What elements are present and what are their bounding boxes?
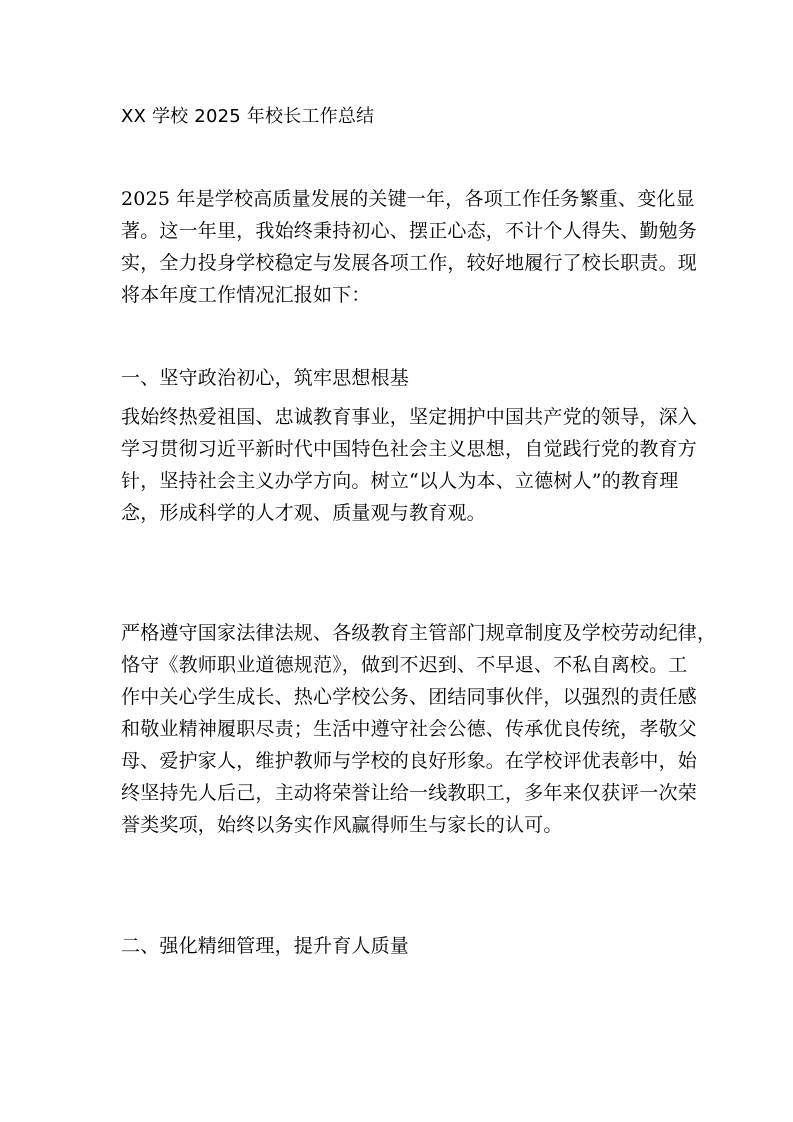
section1-p2-line-4: 和敬业精神履职尽责；生活中遵守社会公德、传承优良传统，孝敬父: [121, 718, 698, 740]
section1-heading: 一、坚守政治初心，筑牢思想根基: [121, 367, 410, 389]
section1-p2-line-7: 誉类奖项，始终以务实作风赢得师生与家长的认可。: [121, 814, 563, 836]
document-title: XX 学校 2025 年校长工作总结: [121, 106, 375, 127]
section2-heading: 二、强化精细管理，提升育人质量: [121, 935, 410, 957]
section1-p1-line-3: 针，坚持社会主义办学方向。树立“以人为本、立德树人”的教育理: [121, 470, 679, 492]
section1-p2-line-6: 终坚持先人后己，主动将荣誉让给一线教职工，多年来仅获评一次荣: [121, 782, 698, 804]
intro-line-2: 著。这一年里，我始终秉持初心、摆正心态，不计个人得失、勤勉务: [121, 220, 698, 242]
intro-line-1: 2025 年是学校高质量发展的关键一年，各项工作任务繁重、变化显: [121, 188, 695, 210]
section1-p1-line-4: 念，形成科学的人才观、质量观与教育观。: [121, 502, 486, 524]
section1-p2-line-3: 作中关心学生成长、热心学校公务、团结同事伙伴，以强烈的责任感: [121, 686, 698, 708]
section1-p1-line-1: 我始终热爱祖国、忠诚教育事业，坚定拥护中国共产党的领导，深入: [121, 406, 698, 428]
section1-p2-line-1: 严格遵守国家法律法规、各级教育主管部门规章制度及学校劳动纪律，: [121, 622, 717, 644]
section1-p1-line-2: 学习贯彻习近平新时代中国特色社会主义思想，自觉践行党的教育方: [121, 438, 698, 460]
intro-line-3: 实，全力投身学校稳定与发展各项工作，较好地履行了校长职责。现: [121, 252, 698, 274]
section1-p2-line-2: 恪守《教师职业道德规范》，做到不迟到、不早退、不私自离校。工: [121, 654, 688, 676]
section1-p2-line-5: 母、爱护家人，维护教师与学校的良好形象。在学校评优表彰中，始: [121, 750, 698, 772]
intro-line-4: 将本年度工作情况汇报如下：: [121, 284, 371, 306]
